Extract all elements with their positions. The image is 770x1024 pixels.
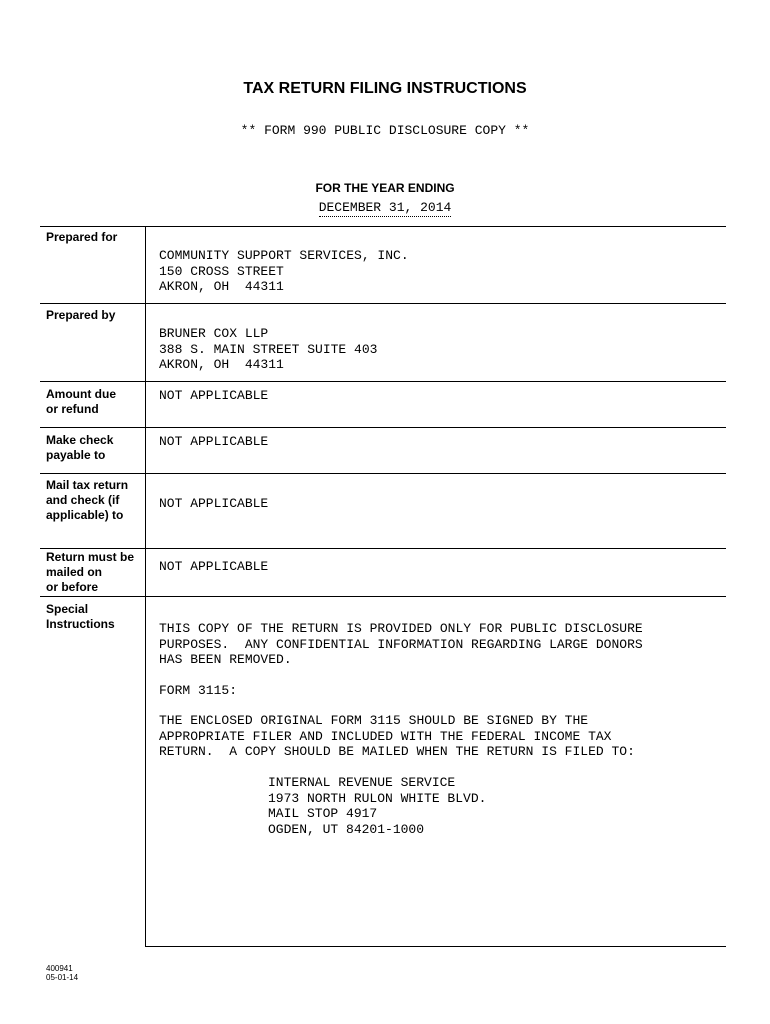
prepared-by-line: BRUNER COX LLP <box>159 326 269 341</box>
mail-to-label: Mail tax return and check (if applicable) to <box>46 478 129 522</box>
year-ending-date: DECEMBER 31, 2014 <box>318 200 452 215</box>
address-line: 1973 NORTH RULON WHITE BLVD. <box>268 790 487 806</box>
special-line: THE ENCLOSED ORIGINAL FORM 3115 SHOULD BE SIGNED BY THE <box>159 713 589 728</box>
prepared-for-line: 150 CROSS STREET <box>159 263 284 279</box>
special-line: HAS BEEN REMOVED. <box>159 652 292 668</box>
form-date: 05-01-14 <box>46 973 79 982</box>
prepared-by-line: AKRON, OH 44311 <box>159 357 284 373</box>
rule-6 <box>40 596 726 597</box>
prepared-by-line: 388 S. MAIN STREET SUITE 403 <box>159 341 378 357</box>
prepared-by-label: Prepared by <box>46 308 116 322</box>
rule-2 <box>40 381 726 382</box>
prepared-for-line: AKRON, OH 44311 <box>159 279 284 295</box>
page-title: TAX RETURN FILING INSTRUCTIONS <box>243 80 527 97</box>
address-line: MAIL STOP 4917 <box>268 806 378 822</box>
form-number <box>46 964 78 982</box>
year-ending-date-wrap <box>0 200 770 215</box>
rule-1 <box>40 303 726 304</box>
mail-to-value: NOT APPLICABLE <box>159 496 269 511</box>
prepared-by-block <box>159 326 377 373</box>
make-check-value: NOT APPLICABLE <box>159 434 269 449</box>
address-line: INTERNAL REVENUE SERVICE <box>268 775 456 790</box>
special-line: THIS COPY OF THE RETURN IS PROVIDED ONLY FOR PUBLIC DISCLOSURE <box>159 621 643 636</box>
address-line: OGDEN, UT 84201-1000 <box>268 821 425 837</box>
amount-due-value: NOT APPLICABLE <box>159 388 269 403</box>
page-subtitle: ** FORM 990 PUBLIC DISCLOSURE COPY ** <box>240 123 530 138</box>
form-code: 400941 <box>46 964 73 973</box>
rule-4 <box>40 473 726 474</box>
make-check-label: Make check payable to <box>46 433 114 462</box>
prepared-for-line: COMMUNITY SUPPORT SERVICES, INC. <box>159 248 409 263</box>
amount-due-label: Amount due or refund <box>46 387 116 416</box>
rule-5 <box>40 548 726 549</box>
special-para-2 <box>159 713 635 760</box>
special-line: APPROPRIATE FILER AND INCLUDED WITH THE FEDERAL INCOME TAX <box>159 728 612 744</box>
rule-top <box>40 226 726 227</box>
prepared-for-block <box>159 248 409 295</box>
mailed-by-label: Return must be mailed on or before <box>46 550 135 594</box>
prepared-for-label: Prepared for <box>46 230 118 244</box>
form-3115-heading: FORM 3115: <box>159 683 238 698</box>
special-line: PURPOSES. ANY CONFIDENTIAL INFORMATION REGARDING LARGE DONORS <box>159 636 643 652</box>
special-para-1 <box>159 621 643 668</box>
irs-address <box>268 775 486 837</box>
special-line: RETURN. A COPY SHOULD BE MAILED WHEN THE RETURN IS FILED TO: <box>159 744 635 760</box>
special-instructions-label: Special Instructions <box>46 602 115 631</box>
mailed-by-value: NOT APPLICABLE <box>159 559 269 574</box>
year-ending-label: FOR THE YEAR ENDING <box>315 181 455 195</box>
rule-bottom <box>145 946 726 947</box>
rule-3 <box>40 427 726 428</box>
